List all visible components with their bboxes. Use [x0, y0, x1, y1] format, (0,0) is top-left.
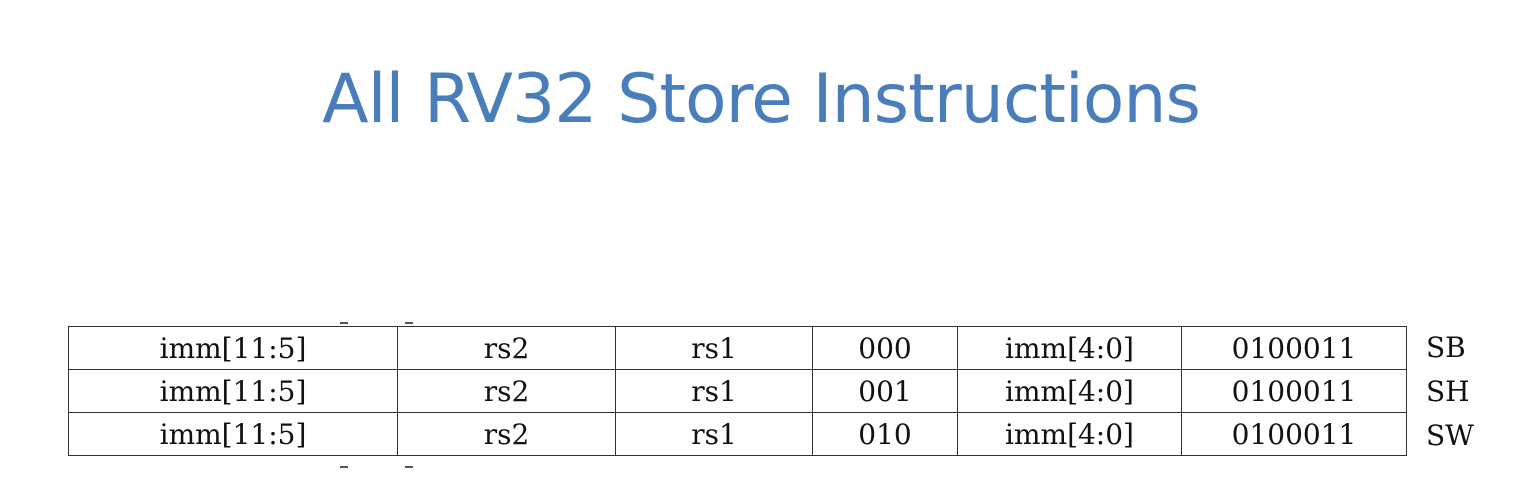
mnemonic-column — [1426, 326, 1474, 458]
table-row — [69, 327, 1407, 370]
store-instruction-encoding-table — [68, 326, 1407, 456]
opcode-field: 0100011 — [1182, 370, 1407, 413]
imm-11-5-field: imm[11:5] — [69, 370, 398, 413]
mnemonic-sb: SB — [1426, 331, 1466, 364]
funct3-field: 010 — [813, 413, 958, 456]
funct3-field: 000 — [813, 327, 958, 370]
slide-title: All RV32 Store Instructions — [322, 60, 1200, 139]
opcode-field: 0100011 — [1182, 413, 1407, 456]
rs1-field: rs1 — [616, 413, 813, 456]
table-row — [69, 370, 1407, 413]
mnemonic-sw: SW — [1426, 419, 1474, 452]
rs1-field: rs1 — [616, 327, 813, 370]
funct3-field: 001 — [813, 370, 958, 413]
imm-11-5-field: imm[11:5] — [69, 413, 398, 456]
scan-artifact-mark — [405, 466, 413, 468]
scan-artifact-mark — [340, 466, 348, 468]
imm-4-0-field: imm[4:0] — [958, 413, 1182, 456]
imm-4-0-field: imm[4:0] — [958, 370, 1182, 413]
rs2-field: rs2 — [398, 413, 616, 456]
imm-11-5-field: imm[11:5] — [69, 327, 398, 370]
scan-artifact-mark — [405, 322, 413, 324]
table-row — [69, 413, 1407, 456]
mnemonic-sh: SH — [1426, 375, 1470, 408]
rs2-field: rs2 — [398, 327, 616, 370]
scan-artifact-mark — [340, 322, 348, 324]
rs1-field: rs1 — [616, 370, 813, 413]
imm-4-0-field: imm[4:0] — [958, 327, 1182, 370]
opcode-field: 0100011 — [1182, 327, 1407, 370]
rs2-field: rs2 — [398, 370, 616, 413]
